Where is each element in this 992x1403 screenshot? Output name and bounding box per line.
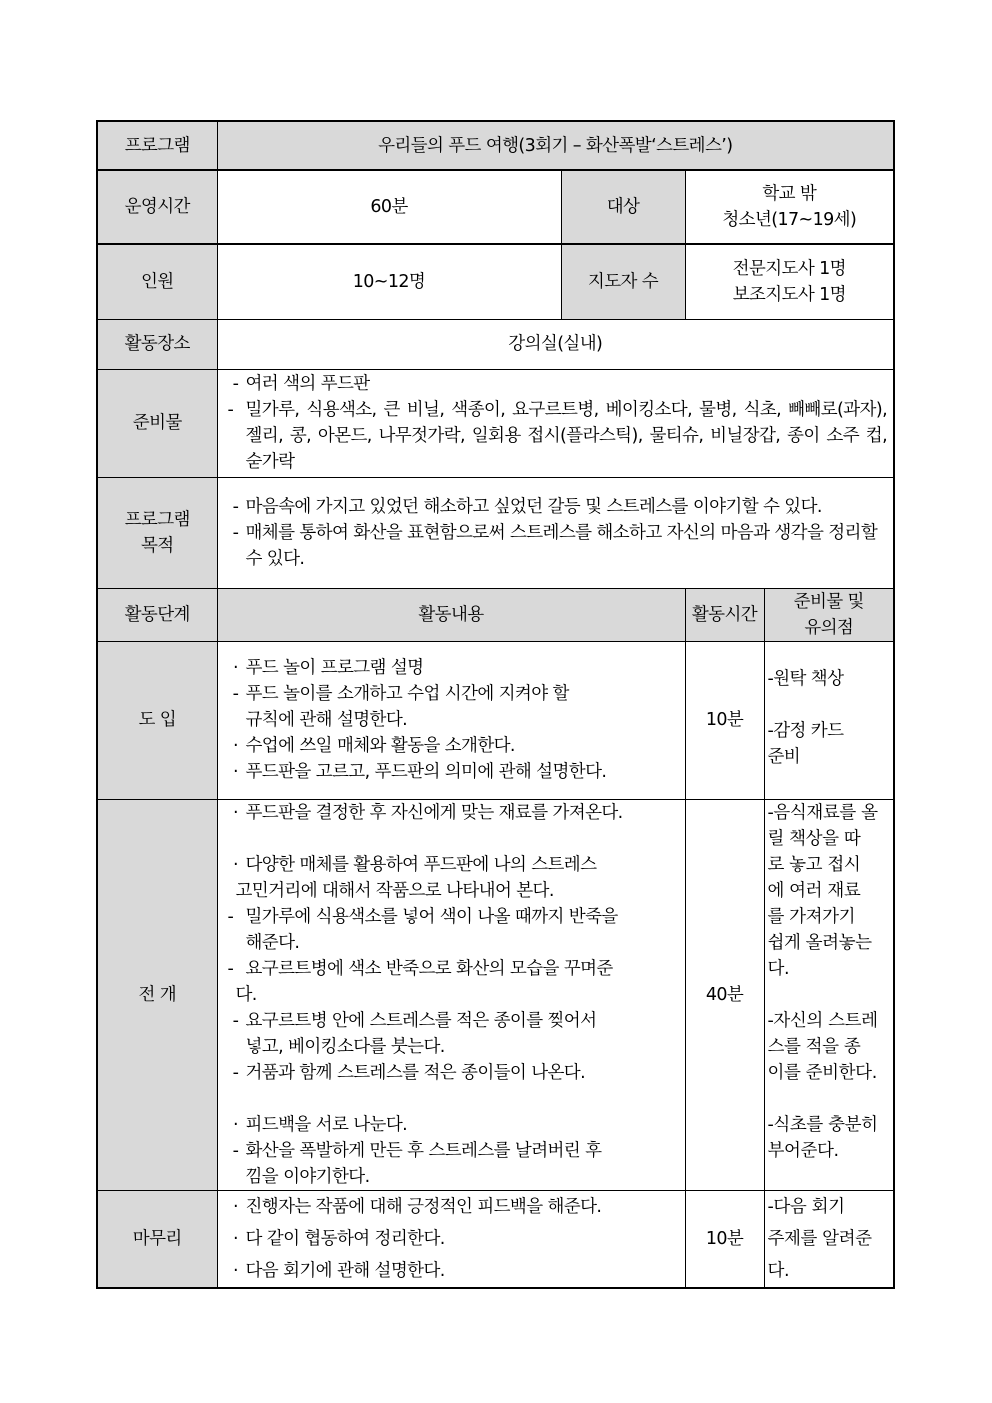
objective-item: - 매체를 통하여 화산을 표현함으로써 스트레스를 해소하고 자신의 마음과 생각을 정리할 수 있다. <box>232 522 878 569</box>
content-line: · 푸드판을 고르고, 푸드판의 의미에 관해 설명한다. <box>233 762 607 782</box>
objectives-list <box>218 494 894 572</box>
content-line: · 다음 회기에 관해 설명한다. <box>233 1260 445 1281</box>
target-line-2: 청소년(17~19세) <box>722 210 857 230</box>
content-line: - 화산을 폭발하게 만든 후 스트레스를 날려버린 후 <box>232 1140 602 1161</box>
stage-label: 전 개 <box>97 799 217 1190</box>
stage-label: 도 입 <box>97 641 217 799</box>
materials-item: - 밀가루, 식용색소, 큰 비닐, 색종이, 요구르트병, 베이킹소다, 물병, 식초, 빼빼로(과자), 젤리, 콩, 아몬드, 나무젓가락, 일회용 접시(플라스틱), 물티슈, 비닐장갑, 종이 소주 컵, 숟가락 <box>227 400 888 472</box>
materials-list <box>218 371 894 475</box>
program-title: 우리들의 푸드 여행(3회기 – 화산폭발‘스트레스’) <box>217 121 894 170</box>
participants-label: 인원 <box>97 244 217 319</box>
stage-label: 마무리 <box>97 1190 217 1288</box>
content-line: · 진행자는 작품에 대해 긍정적인 피드백을 해준다. <box>233 1196 602 1217</box>
content-line: · 다 같이 협동하여 정리한다. <box>233 1228 445 1249</box>
instructors-line-1: 전문지도사 1명 <box>732 258 846 279</box>
content-line: · 다양한 매체를 활용하여 푸드판에 나의 스트레스 <box>233 854 597 875</box>
row-activity-header <box>97 588 894 641</box>
stage-notes: -다음 회기 주제를 알려준 다. <box>764 1190 894 1288</box>
content-line: · 수업에 쓰일 매체와 활동을 소개한다. <box>233 736 515 756</box>
content-line: · 푸드판을 결정한 후 자신에게 맞는 재료를 가져온다. <box>233 802 623 823</box>
row-objectives <box>97 477 894 588</box>
stage-time: 40분 <box>685 799 764 1190</box>
participants-value: 10~12명 <box>217 244 561 319</box>
stage-header: 활동단계 <box>97 588 217 641</box>
target-label: 대상 <box>561 170 685 244</box>
content-line: - 거품과 함께 스트레스를 적은 종이들이 나온다. <box>232 1062 586 1083</box>
content-line: - 푸드 놀이를 소개하고 수업 시간에 지켜야 할 <box>232 684 569 704</box>
duration-value: 60분 <box>217 170 561 244</box>
objectives-value <box>217 477 894 588</box>
location-value: 강의실(실내) <box>217 319 894 369</box>
stage-row-closing <box>97 1190 894 1288</box>
content-line: 고민거리에 대해서 작품으로 나타내어 본다. <box>235 880 554 901</box>
content-line: - 요구르트병 안에 스트레스를 적은 종이를 찢어서 <box>232 1010 597 1031</box>
stage-notes: -원탁 책상 -감정 카드 준비 <box>764 641 894 799</box>
materials-item: - 여러 색의 푸드판 <box>232 374 370 394</box>
duration-label: 운영시간 <box>97 170 217 244</box>
time-header: 활동시간 <box>685 588 764 641</box>
content-line: · 피드백을 서로 나눈다. <box>233 1114 408 1135</box>
materials-label: 준비물 <box>97 369 217 477</box>
instructors-label: 지도자 수 <box>561 244 685 319</box>
program-plan-table <box>96 120 895 1289</box>
location-label: 활동장소 <box>97 319 217 369</box>
content-line: 규칙에 관해 설명한다. <box>245 710 408 730</box>
content-line: · 푸드 놀이 프로그램 설명 <box>233 658 424 678</box>
row-participants <box>97 244 894 319</box>
stage-content <box>217 641 685 799</box>
content-header: 활동내용 <box>217 588 685 641</box>
stage-time: 10분 <box>685 1190 764 1288</box>
notes-header: 준비물 및 유의점 <box>764 588 894 641</box>
stage-row-intro <box>97 641 894 799</box>
objectives-label: 프로그램 목적 <box>97 477 217 588</box>
stage-notes: -음식재료를 올 릴 책상을 따 로 놓고 접시 에 여러 재료 를 가져가기 쉽게 올려놓는 다. -자신의 스트레 스를 적을 종 이를 준비한다. -식초를 충분히 부어준다. <box>764 799 894 1190</box>
instructors-line-2: 보조지도사 1명 <box>732 284 846 305</box>
instructors-value <box>685 244 894 319</box>
stage-row-development <box>97 799 894 1190</box>
stage-content <box>217 799 685 1190</box>
content-line: 해준다. <box>245 932 300 953</box>
content-line: 다. <box>235 984 257 1005</box>
content-line: 낌을 이야기한다. <box>245 1166 370 1187</box>
objective-item: - 마음속에 가지고 있었던 해소하고 싶었던 갈등 및 스트레스를 이야기할 수 있다. <box>232 496 822 517</box>
materials-value <box>217 369 894 477</box>
row-location <box>97 319 894 369</box>
row-program <box>97 121 894 170</box>
content-line: - 요구르트병에 색소 반죽으로 화산의 모습을 꾸며준 <box>227 958 613 979</box>
target-line-1: 학교 밖 <box>762 184 817 204</box>
content-line: 넣고, 베이킹소다를 붓는다. <box>245 1036 445 1057</box>
row-duration <box>97 170 894 244</box>
program-plan-page <box>96 120 893 1289</box>
stage-content <box>217 1190 685 1288</box>
content-line: - 밀가루에 식용색소를 넣어 색이 나올 때까지 반죽을 <box>227 906 618 927</box>
stage-time: 10분 <box>685 641 764 799</box>
row-materials <box>97 369 894 477</box>
program-label: 프로그램 <box>97 121 217 170</box>
target-value <box>685 170 894 244</box>
